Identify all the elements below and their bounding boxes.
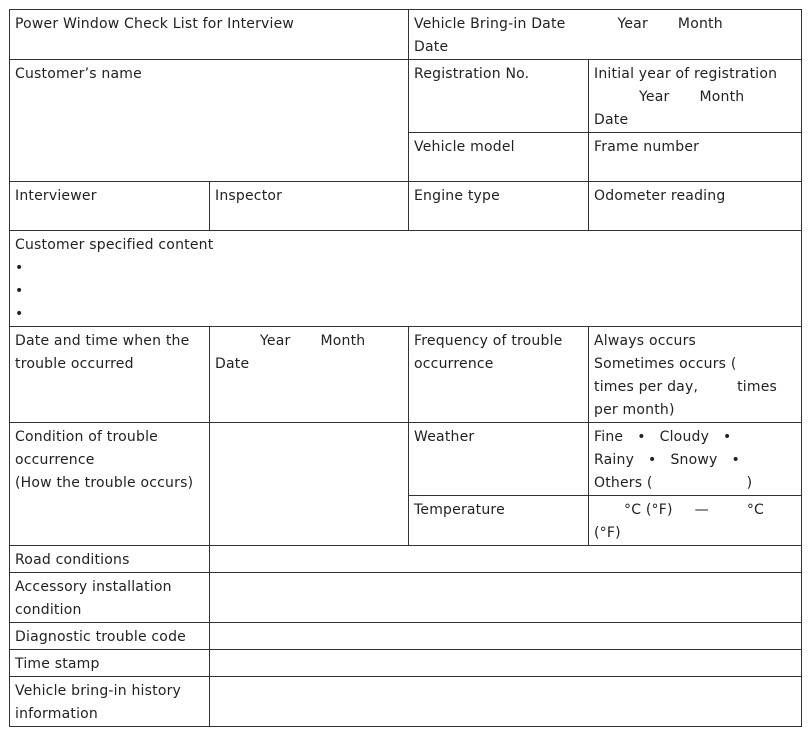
accessory-label-cell (10, 573, 210, 623)
condition-how-label: (How the trouble occurs) (15, 475, 194, 491)
weather-bullet-4: • (731, 452, 740, 468)
customer-name-cell (10, 60, 409, 182)
weather-snowy: Snowy (670, 452, 718, 468)
weather-bullet-2: • (723, 429, 732, 445)
weather-others: Others ( (594, 475, 653, 491)
customer-content-cell (10, 231, 802, 327)
temperature-unit-from: °C (°F) (624, 502, 673, 518)
frequency-times: times (737, 379, 778, 395)
checklist-title: Power Window Check List for Interview (15, 16, 295, 32)
customer-name-label: Customer’s name (15, 66, 142, 82)
accessory-row (10, 573, 802, 623)
initial-registration-cell (589, 60, 802, 133)
customer-content-label: Customer specified content (15, 237, 214, 253)
weather-cloudy: Cloudy (659, 429, 710, 445)
condition-value-cell (210, 423, 409, 546)
frame-number-label: Frame number (594, 139, 700, 155)
title-row (10, 10, 802, 60)
trouble-datetime-label-cell (10, 327, 210, 423)
time-stamp-label-cell (10, 650, 210, 677)
trouble-month-label: Month (320, 333, 366, 349)
trouble-datetime-value-cell (210, 327, 409, 423)
time-stamp-row (10, 650, 802, 677)
interviewer-label: Interviewer (15, 188, 97, 204)
bringin-month-label: Month (677, 16, 723, 32)
frame-number-cell (589, 133, 802, 182)
engine-type-label: Engine type (414, 188, 500, 204)
temperature-value-cell (589, 496, 802, 546)
customer-row (10, 60, 802, 133)
initial-registration-month: Month (699, 89, 745, 105)
bringin-year-label: Year (617, 16, 648, 32)
inspector-label: Inspector (215, 188, 283, 204)
dtc-row (10, 623, 802, 650)
odometer-label: Odometer reading (594, 188, 726, 204)
registration-no-label: Registration No. (414, 66, 530, 82)
customer-content-bullet-1: • (15, 260, 24, 276)
history-label-cell (10, 677, 210, 727)
bringin-date-date-label: Date (414, 39, 449, 55)
dtc-label: Diagnostic trouble code (15, 629, 186, 645)
trouble-year-label: Year (260, 333, 291, 349)
condition-label: Condition of trouble occurrence (15, 429, 158, 468)
bringin-date-label: Vehicle Bring-in Date (414, 16, 566, 32)
temperature-dash: — (694, 502, 709, 518)
frequency-per-month: per month) (594, 402, 675, 418)
weather-others-close: ) (746, 475, 753, 491)
staff-row (10, 182, 802, 231)
vehicle-model-cell (409, 133, 589, 182)
vehicle-model-label: Vehicle model (414, 139, 515, 155)
engine-type-cell (409, 182, 589, 231)
accessory-label: Accessory installation condition (15, 579, 172, 618)
inspector-cell (210, 182, 409, 231)
weather-bullet-1: • (637, 429, 646, 445)
frequency-sometimes: Sometimes occurs ( (594, 356, 737, 372)
check-list-table (9, 9, 802, 727)
dtc-value-cell (210, 623, 802, 650)
trouble-time-row (10, 327, 802, 423)
trouble-date-label: Date (215, 356, 250, 372)
initial-registration-date: Date (594, 112, 629, 128)
weather-label: Weather (414, 429, 475, 445)
customer-content-bullet-2: • (15, 283, 24, 299)
frequency-value-cell (589, 327, 802, 423)
title-cell (10, 10, 409, 60)
temperature-unit-to-f: (°F) (594, 525, 621, 541)
time-stamp-label: Time stamp (15, 656, 100, 672)
interviewer-cell (10, 182, 210, 231)
condition-label-cell (10, 423, 210, 546)
initial-registration-label: Initial year of registration (594, 66, 778, 82)
road-conditions-row (10, 546, 802, 573)
weather-rainy: Rainy (594, 452, 635, 468)
weather-row (10, 423, 802, 496)
history-row (10, 677, 802, 727)
frequency-per-day: times per day, (594, 379, 699, 395)
weather-label-cell (409, 423, 589, 496)
frequency-label: Frequency of trouble occurrence (414, 333, 563, 372)
road-conditions-label-cell (10, 546, 210, 573)
temperature-label: Temperature (414, 502, 505, 518)
customer-content-bullet-3: • (15, 306, 24, 322)
bringin-date-cell (409, 10, 802, 60)
weather-fine: Fine (594, 429, 624, 445)
temperature-unit-to-c: °C (746, 502, 765, 518)
dtc-label-cell (10, 623, 210, 650)
customer-content-row (10, 231, 802, 327)
accessory-value-cell (210, 573, 802, 623)
registration-no-cell (409, 60, 589, 133)
road-conditions-value-cell (210, 546, 802, 573)
frequency-always: Always occurs (594, 333, 697, 349)
frequency-label-cell (409, 327, 589, 423)
road-conditions-label: Road conditions (15, 552, 130, 568)
initial-registration-year: Year (639, 89, 670, 105)
history-value-cell (210, 677, 802, 727)
weather-bullet-3: • (648, 452, 657, 468)
odometer-cell (589, 182, 802, 231)
trouble-datetime-label: Date and time when the trouble occurred (15, 333, 190, 372)
weather-value-cell (589, 423, 802, 496)
time-stamp-value-cell (210, 650, 802, 677)
history-label: Vehicle bring-in history information (15, 683, 182, 722)
temperature-label-cell (409, 496, 589, 546)
